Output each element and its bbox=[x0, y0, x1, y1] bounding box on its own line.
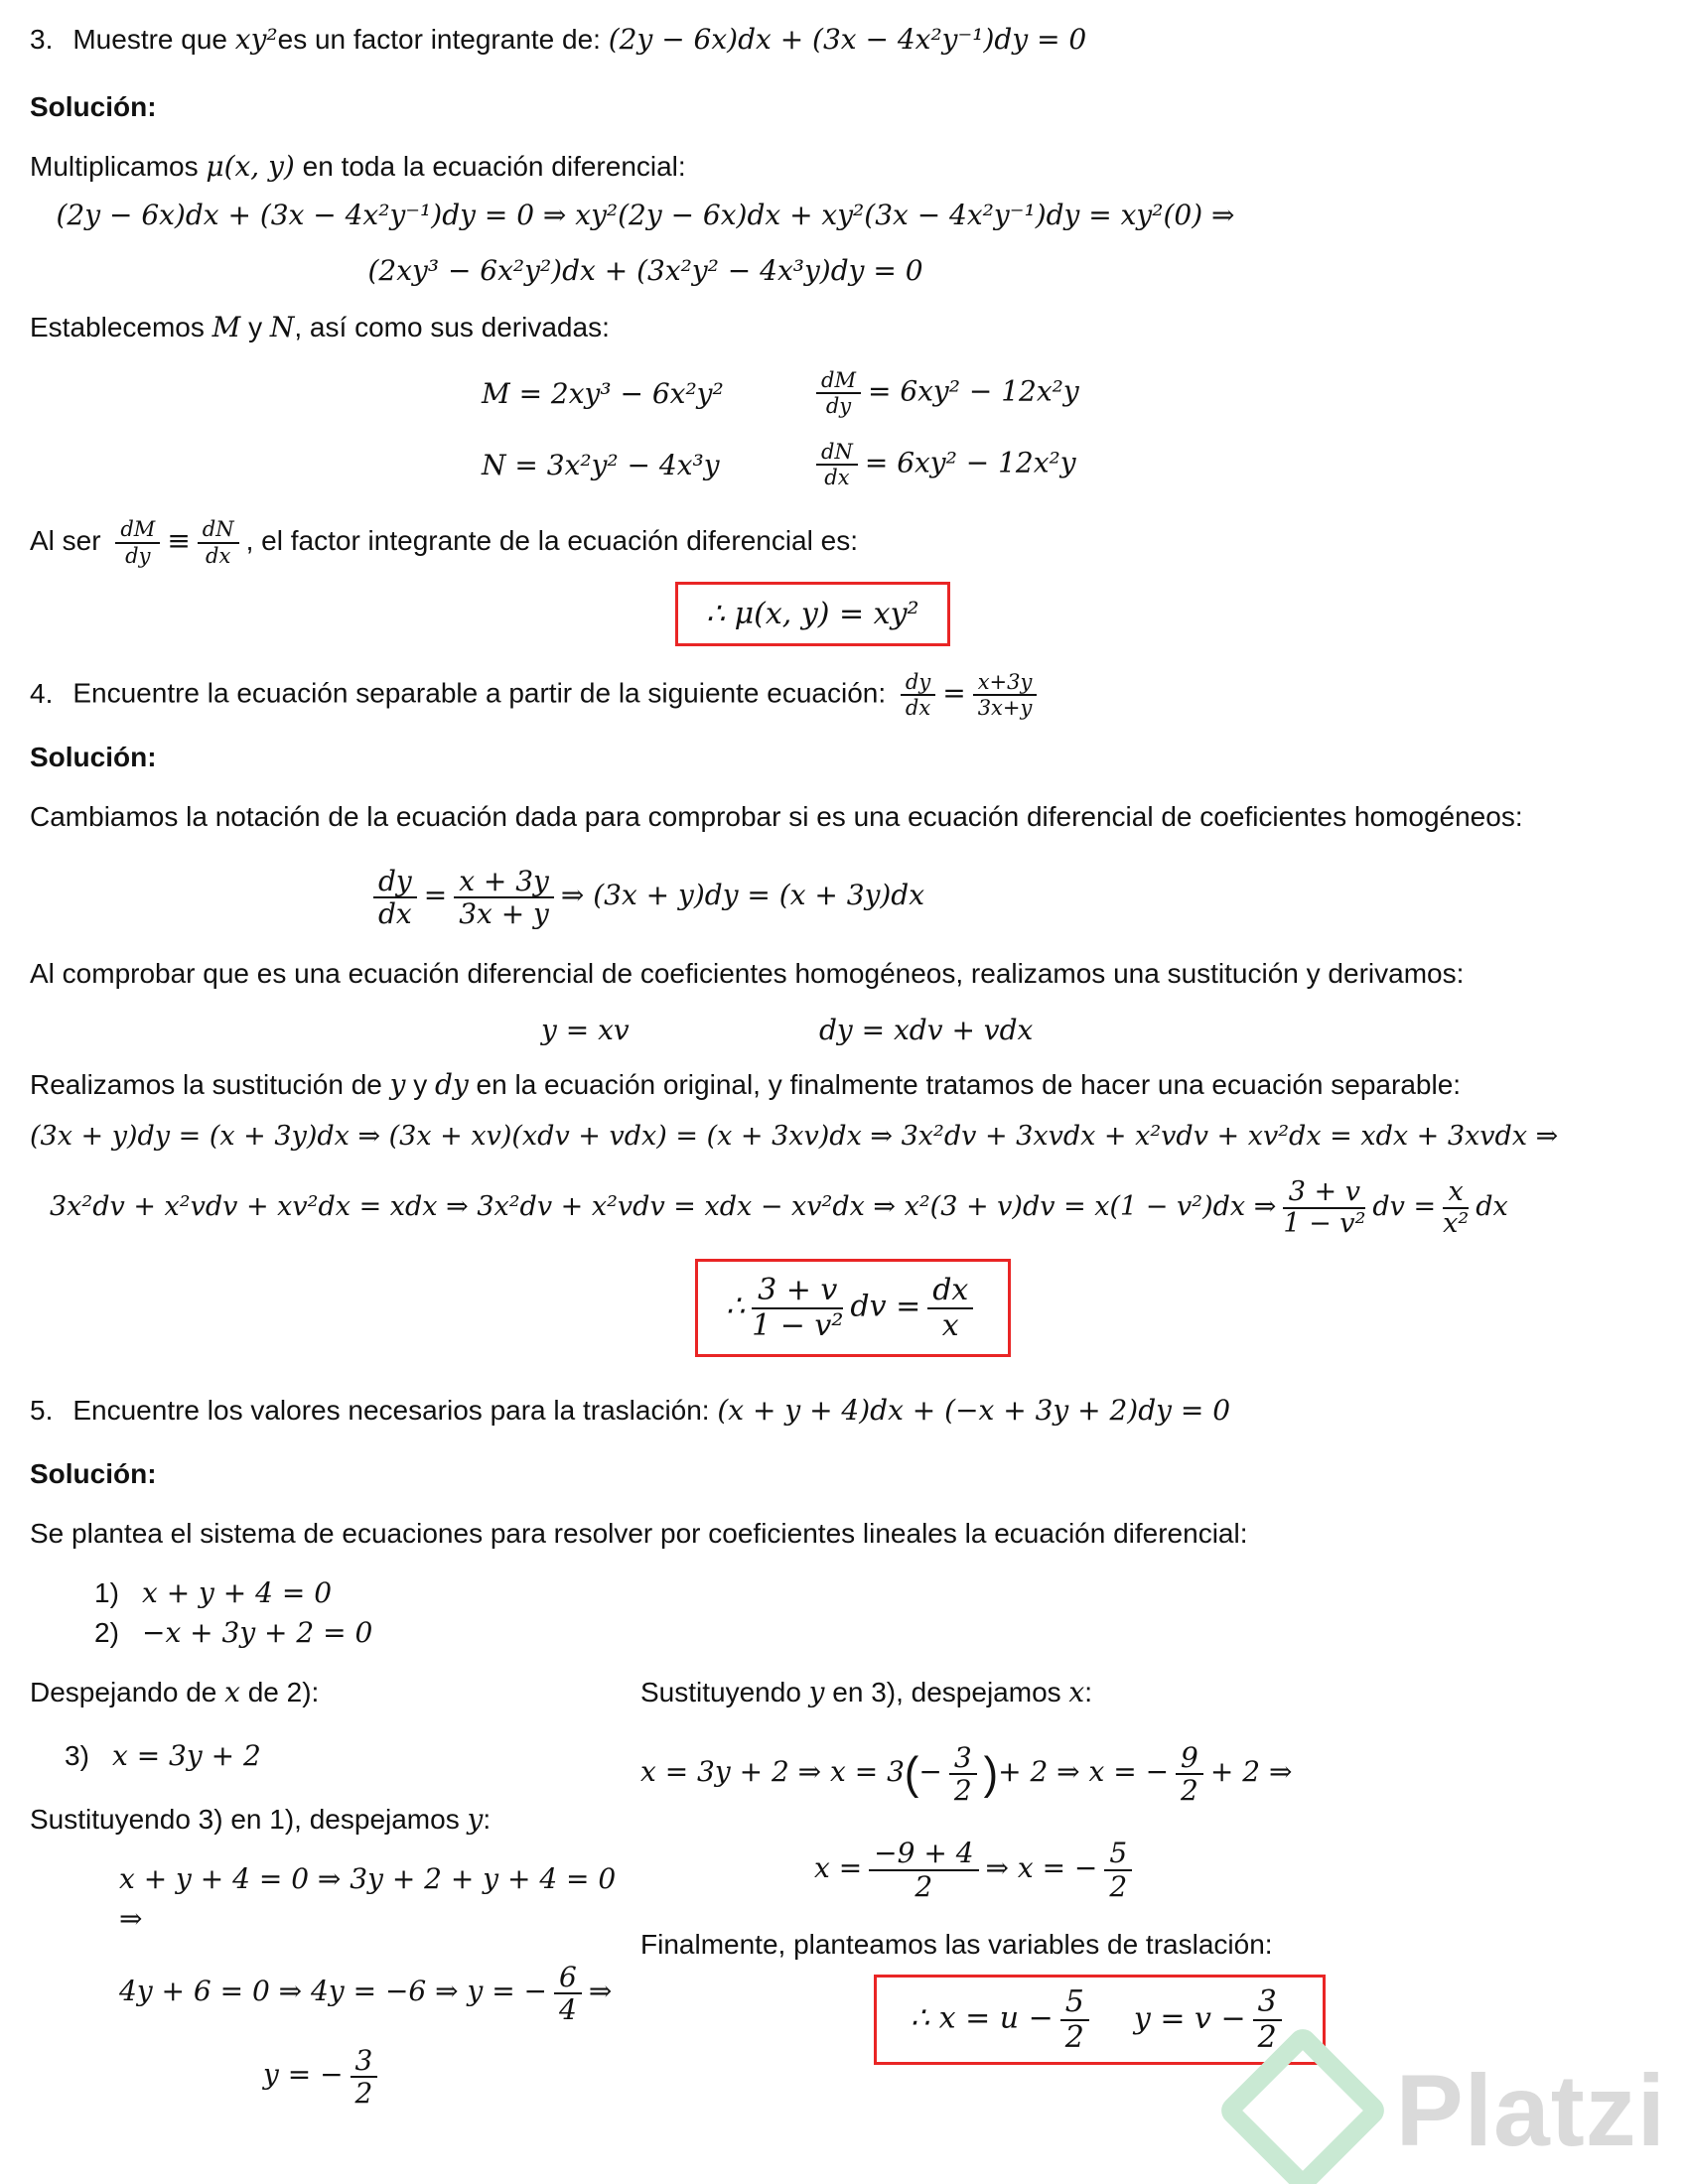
problem3-result-row bbox=[30, 582, 1658, 646]
fraction-numerator: −9 + 4 bbox=[869, 1838, 978, 1870]
problem5-paragraph1: Se plantea el sistema de ecuaciones para resolver por coeficientes lineales la ecuación diferencial: bbox=[30, 1518, 1248, 1550]
paragraph-text: de 2): bbox=[239, 1677, 320, 1708]
problem4-result-row bbox=[30, 1259, 1658, 1357]
equation-text: ∴ x = u − bbox=[911, 2000, 1054, 2036]
fraction-numerator: dM bbox=[115, 517, 160, 543]
inline-math: μ(x, y) bbox=[206, 150, 295, 183]
paragraph-text: : bbox=[1084, 1677, 1092, 1708]
equation-text: x + y + 4 = 0 bbox=[142, 1576, 333, 1610]
paragraph-text: : bbox=[483, 1804, 492, 1836]
fraction-numerator: 3 bbox=[1253, 1985, 1282, 2021]
equation-rest: ⇒ (3x + y)dy = (x + 3y)dx bbox=[560, 879, 925, 912]
fraction-numerator: 6 bbox=[554, 1962, 582, 1994]
right-heading2: Finalmente, planteamos las variables de traslación: bbox=[640, 1929, 1273, 1961]
left-equation-C bbox=[30, 2036, 640, 2114]
equation-text: dv = bbox=[1372, 1191, 1437, 1223]
fraction-numerator: 3 bbox=[949, 1742, 977, 1775]
problem4-main-equation bbox=[30, 851, 1261, 940]
fraction-numerator: x + 3y bbox=[454, 866, 554, 898]
big-right-paren: ) bbox=[983, 1748, 999, 1800]
problem5-number: 5. bbox=[30, 1395, 54, 1427]
equation-text: + 2 ⇒ bbox=[1209, 1755, 1293, 1789]
fraction-numerator: 5 bbox=[1060, 1985, 1089, 2021]
problem4-paragraph2: Al comprobar que es una ecuación diferencial de coeficientes homogéneos, realizamos una sustitución y derivamos: bbox=[30, 958, 1465, 990]
substitution-dy: dy = xdv + vdx bbox=[819, 1013, 1034, 1046]
right-equation-A bbox=[640, 1726, 1658, 1820]
problem4-solution-heading: Solución: bbox=[30, 742, 157, 773]
dN-dx-derivative bbox=[809, 440, 1076, 489]
paragraph-text: en toda la ecuación diferencial: bbox=[294, 151, 686, 182]
inline-math: x bbox=[224, 1676, 240, 1709]
fraction-numerator: dN bbox=[198, 517, 239, 543]
fraction-denominator: dy bbox=[825, 394, 852, 418]
fraction-9-2 bbox=[1176, 1742, 1203, 1807]
fraction-numerator: x bbox=[1443, 1177, 1469, 1209]
equation-text: 4y + 6 = 0 ⇒ 4y = −6 ⇒ y = − bbox=[119, 1975, 548, 2008]
fraction-denominator: 4 bbox=[559, 1993, 577, 2027]
paragraph-text: y bbox=[405, 1069, 436, 1101]
problem5-left-column bbox=[30, 1673, 640, 2114]
problem3-title bbox=[30, 20, 1658, 60]
problem5-right-column bbox=[640, 1673, 1658, 2114]
fraction-denominator: x bbox=[941, 1307, 959, 1343]
fraction-x3y-3xy bbox=[973, 670, 1038, 720]
paragraph-text: Realizamos la sustitución de bbox=[30, 1069, 390, 1101]
fraction-3-2 bbox=[949, 1742, 977, 1807]
fraction-3-2 bbox=[351, 2045, 378, 2110]
big-left-paren: ( bbox=[904, 1748, 919, 1800]
problem4-paragraph1: Cambiamos la notación de la ecuación dada para comprobar si es una ecuación diferencial de coeficientes homogéneos: bbox=[30, 801, 1523, 833]
right-heading1 bbox=[640, 1673, 1658, 1712]
problem3-equation1: (2y − 6x)dx + (3x − 4x²y⁻¹)dy = 0 ⇒ xy²(2y − 6x)dx + xy²(3x − 4x²y⁻¹)dy = xy²(0) ⇒ bbox=[56, 199, 1235, 231]
equals-sign: = bbox=[942, 676, 966, 710]
problem3-number: 3. bbox=[30, 24, 54, 55]
platzi-wordmark: Platzi bbox=[1395, 2053, 1666, 2167]
fraction-x-x2 bbox=[1443, 1177, 1469, 1239]
problem4-result-box bbox=[695, 1259, 1011, 1357]
equation-text: ⇒ x = − bbox=[985, 1851, 1098, 1885]
problem4-title bbox=[30, 670, 1658, 720]
equation-label: 3) bbox=[65, 1740, 89, 1772]
substitution-y: y = xv bbox=[541, 1013, 630, 1046]
minus-sign: − bbox=[918, 1755, 942, 1789]
paragraph-text: Sustituyendo 3) en 1), despejamos bbox=[30, 1804, 468, 1836]
fraction-denominator: dx bbox=[206, 543, 231, 568]
fraction-numerator: dy bbox=[373, 866, 417, 898]
fraction-3v-1v2 bbox=[752, 1274, 843, 1342]
fraction-denominator: 2 bbox=[1257, 2019, 1277, 2055]
problem4-substitution-row bbox=[30, 1008, 1658, 1051]
fraction-numerator: dx bbox=[927, 1274, 973, 1309]
equation-text: x = 3y + 2 ⇒ x = 3 bbox=[640, 1755, 905, 1789]
problem4-long-equation2 bbox=[30, 1164, 1658, 1249]
paragraph-text: Sustituyendo bbox=[640, 1677, 809, 1708]
problem3-solution-heading: Solución: bbox=[30, 91, 157, 122]
fraction-numerator: 3 bbox=[351, 2045, 378, 2078]
fraction-dN-dx bbox=[816, 440, 858, 489]
inline-math: N bbox=[269, 311, 295, 343]
fraction-denominator: 2 bbox=[953, 1774, 972, 1808]
fraction-dN-dx bbox=[198, 517, 239, 567]
inline-math: dy bbox=[435, 1068, 469, 1102]
fraction-denominator: 1 − v² bbox=[1283, 1208, 1366, 1240]
system-equation-1 bbox=[30, 1573, 1658, 1613]
fraction-denominator: 3x+y bbox=[977, 696, 1033, 721]
derivative-rhs: = 6xy² − 12x²y bbox=[864, 446, 1076, 479]
fraction-3-2 bbox=[1253, 1985, 1282, 2054]
paragraph-text: Multiplicamos bbox=[30, 151, 207, 182]
fraction-denominator: 2 bbox=[1181, 1774, 1198, 1808]
equation-text: 3x²dv + x²vdv + xv²dx = xdx ⇒ 3x²dv + x²vdv = xdx − xv²dx ⇒ x²(3 + v)dv = x(1 − v²)dx ⇒ bbox=[50, 1191, 1277, 1223]
problem5-title bbox=[30, 1391, 1658, 1431]
fraction-numerator: 3 + v bbox=[752, 1274, 843, 1309]
left-equation-A: x + y + 4 = 0 ⇒ 3y + 2 + y + 4 = 0 ⇒ bbox=[119, 1862, 617, 1936]
fraction-denominator: dy bbox=[125, 543, 151, 568]
problem3-M-row bbox=[30, 357, 1658, 429]
paragraph-text: y bbox=[240, 312, 270, 342]
derivative-rhs: = 6xy² − 12x²y bbox=[867, 374, 1079, 408]
inline-math: y bbox=[389, 1068, 406, 1102]
fraction-denominator: x² bbox=[1443, 1208, 1470, 1240]
therefore-symbol: ∴ bbox=[726, 1289, 746, 1324]
fraction-numerator: x+3y bbox=[973, 670, 1038, 696]
equation-text: y = v − bbox=[1133, 2000, 1246, 2036]
fraction-dx-x bbox=[927, 1274, 973, 1342]
fraction-denominator: 3x + y bbox=[459, 896, 549, 930]
equation-text: y = − bbox=[263, 2058, 344, 2092]
paragraph-text: en la ecuación original, y finalmente tratamos de hacer una ecuación separable: bbox=[468, 1069, 1462, 1101]
fraction-denominator: 2 bbox=[354, 2077, 373, 2111]
paragraph-text: Establecemos bbox=[30, 312, 212, 342]
problem4-title-text: Encuentre la ecuación separable a partir de la siguiente ecuación: bbox=[72, 677, 894, 709]
equation-text: dv = bbox=[850, 1289, 921, 1324]
fraction-numerator: dM bbox=[816, 368, 861, 394]
fraction-numerator: 3 + v bbox=[1283, 1177, 1365, 1209]
platzi-watermark bbox=[1241, 2049, 1666, 2172]
equation-label: 1) bbox=[94, 1577, 119, 1609]
fraction-dy-dx bbox=[901, 670, 935, 720]
problem5-title-math: (x + y + 4)dx + (−x + 3y + 2)dy = 0 bbox=[717, 1394, 1231, 1428]
problem3-title-text: Muestre que bbox=[72, 24, 235, 55]
M-definition: M = 2xy³ − 6x²y² bbox=[482, 376, 724, 410]
problem5-title-text: Encuentre los valores necesarios para la traslación: bbox=[72, 1395, 718, 1427]
problem5-solution-heading: Solución: bbox=[30, 1458, 157, 1490]
inline-math: M bbox=[211, 311, 241, 343]
problem4-long-equation1: (3x + y)dy = (x + 3y)dx ⇒ (3x + xv)(xdv + vdx) = (x + 3xv)dx ⇒ 3x²dv + 3xvdx + x²vdv + xv²dx = xdx + 3xvdx ⇒ bbox=[30, 1121, 1559, 1153]
paragraph-text: Al ser bbox=[30, 525, 109, 556]
fraction-denominator: 1 − v² bbox=[752, 1307, 844, 1343]
paragraph-text: Despejando de bbox=[30, 1677, 225, 1708]
problem3-paragraph1 bbox=[30, 147, 1658, 187]
fraction-5-2 bbox=[1104, 1838, 1132, 1902]
fraction-dM-dy bbox=[115, 517, 160, 567]
problem3-N-row bbox=[30, 429, 1658, 500]
equation-text: x = bbox=[814, 1851, 863, 1885]
equals-sign: = bbox=[423, 879, 448, 912]
fraction-numerator: 5 bbox=[1104, 1838, 1132, 1870]
problem5-columns bbox=[30, 1673, 1658, 2114]
fraction-5-2 bbox=[1060, 1985, 1089, 2054]
fraction-numerator: 9 bbox=[1176, 1742, 1203, 1775]
left-equation-B bbox=[30, 1953, 640, 2030]
fraction-denominator: 2 bbox=[1109, 1869, 1128, 1903]
equation-text: + 2 ⇒ x = − bbox=[998, 1755, 1170, 1789]
right-equation-B bbox=[640, 1826, 1658, 1911]
problem3-title-math2: (2y − 6x)dx + (3x − 4x²y⁻¹)dy = 0 bbox=[608, 23, 1087, 56]
fraction-numerator: dy bbox=[901, 670, 935, 696]
inline-math: y bbox=[467, 1803, 484, 1837]
system-equation-2 bbox=[30, 1613, 1658, 1653]
left-heading1 bbox=[30, 1673, 640, 1712]
problem3-paragraph2 bbox=[30, 308, 1658, 347]
problem4-paragraph3 bbox=[30, 1065, 1658, 1105]
equation-text: −x + 3y + 2 = 0 bbox=[142, 1616, 373, 1650]
fraction-denominator: dx bbox=[377, 896, 412, 930]
fraction-x3y-3xy bbox=[454, 866, 554, 930]
fraction-6-4 bbox=[554, 1962, 582, 2026]
equation-text: ⇒ bbox=[588, 1975, 613, 2008]
equivalence-symbol: ≡ bbox=[167, 524, 191, 557]
paragraph-text: , el factor integrante de la ecuación diferencial es: bbox=[245, 525, 858, 556]
fraction-denominator: dx bbox=[905, 696, 931, 721]
fraction-denominator: 2 bbox=[914, 1869, 933, 1903]
fraction-dy-dx bbox=[373, 866, 417, 930]
fraction-3v-1v2 bbox=[1283, 1177, 1365, 1239]
equation-text: x = 3y + 2 bbox=[112, 1739, 261, 1773]
inline-math: y bbox=[808, 1676, 825, 1709]
equation-text: dx bbox=[1476, 1191, 1508, 1223]
fraction-denominator: dx bbox=[824, 466, 850, 489]
inline-math: x bbox=[1068, 1676, 1085, 1709]
fraction-dM-dy bbox=[816, 368, 861, 418]
problem3-equation2: (2xy³ − 6x²y²)dx + (3x²y² − 4x³y)dy = 0 bbox=[367, 254, 923, 287]
N-definition: N = 3x²y² − 4x³y bbox=[482, 448, 720, 481]
fraction-numerator: dN bbox=[816, 440, 858, 466]
problem3-conclusion-line bbox=[30, 506, 1658, 576]
left-heading2 bbox=[30, 1800, 640, 1840]
equation-3 bbox=[30, 1736, 640, 1776]
problem3-title-math1: xy² bbox=[234, 23, 278, 56]
paragraph-text: , así como sus derivadas: bbox=[294, 312, 610, 342]
problem3-title-text2: es un factor integrante de: bbox=[277, 24, 609, 55]
problem4-number: 4. bbox=[30, 677, 54, 709]
dM-dy-derivative bbox=[809, 368, 1079, 418]
paragraph-text: en 3), despejamos bbox=[824, 1677, 1069, 1708]
fraction-neg9plus4-2 bbox=[869, 1838, 978, 1902]
equation-label: 2) bbox=[94, 1617, 119, 1649]
problem3-result-box: ∴ μ(x, y) = xy² bbox=[675, 582, 950, 646]
fraction-denominator: 2 bbox=[1064, 2019, 1084, 2055]
